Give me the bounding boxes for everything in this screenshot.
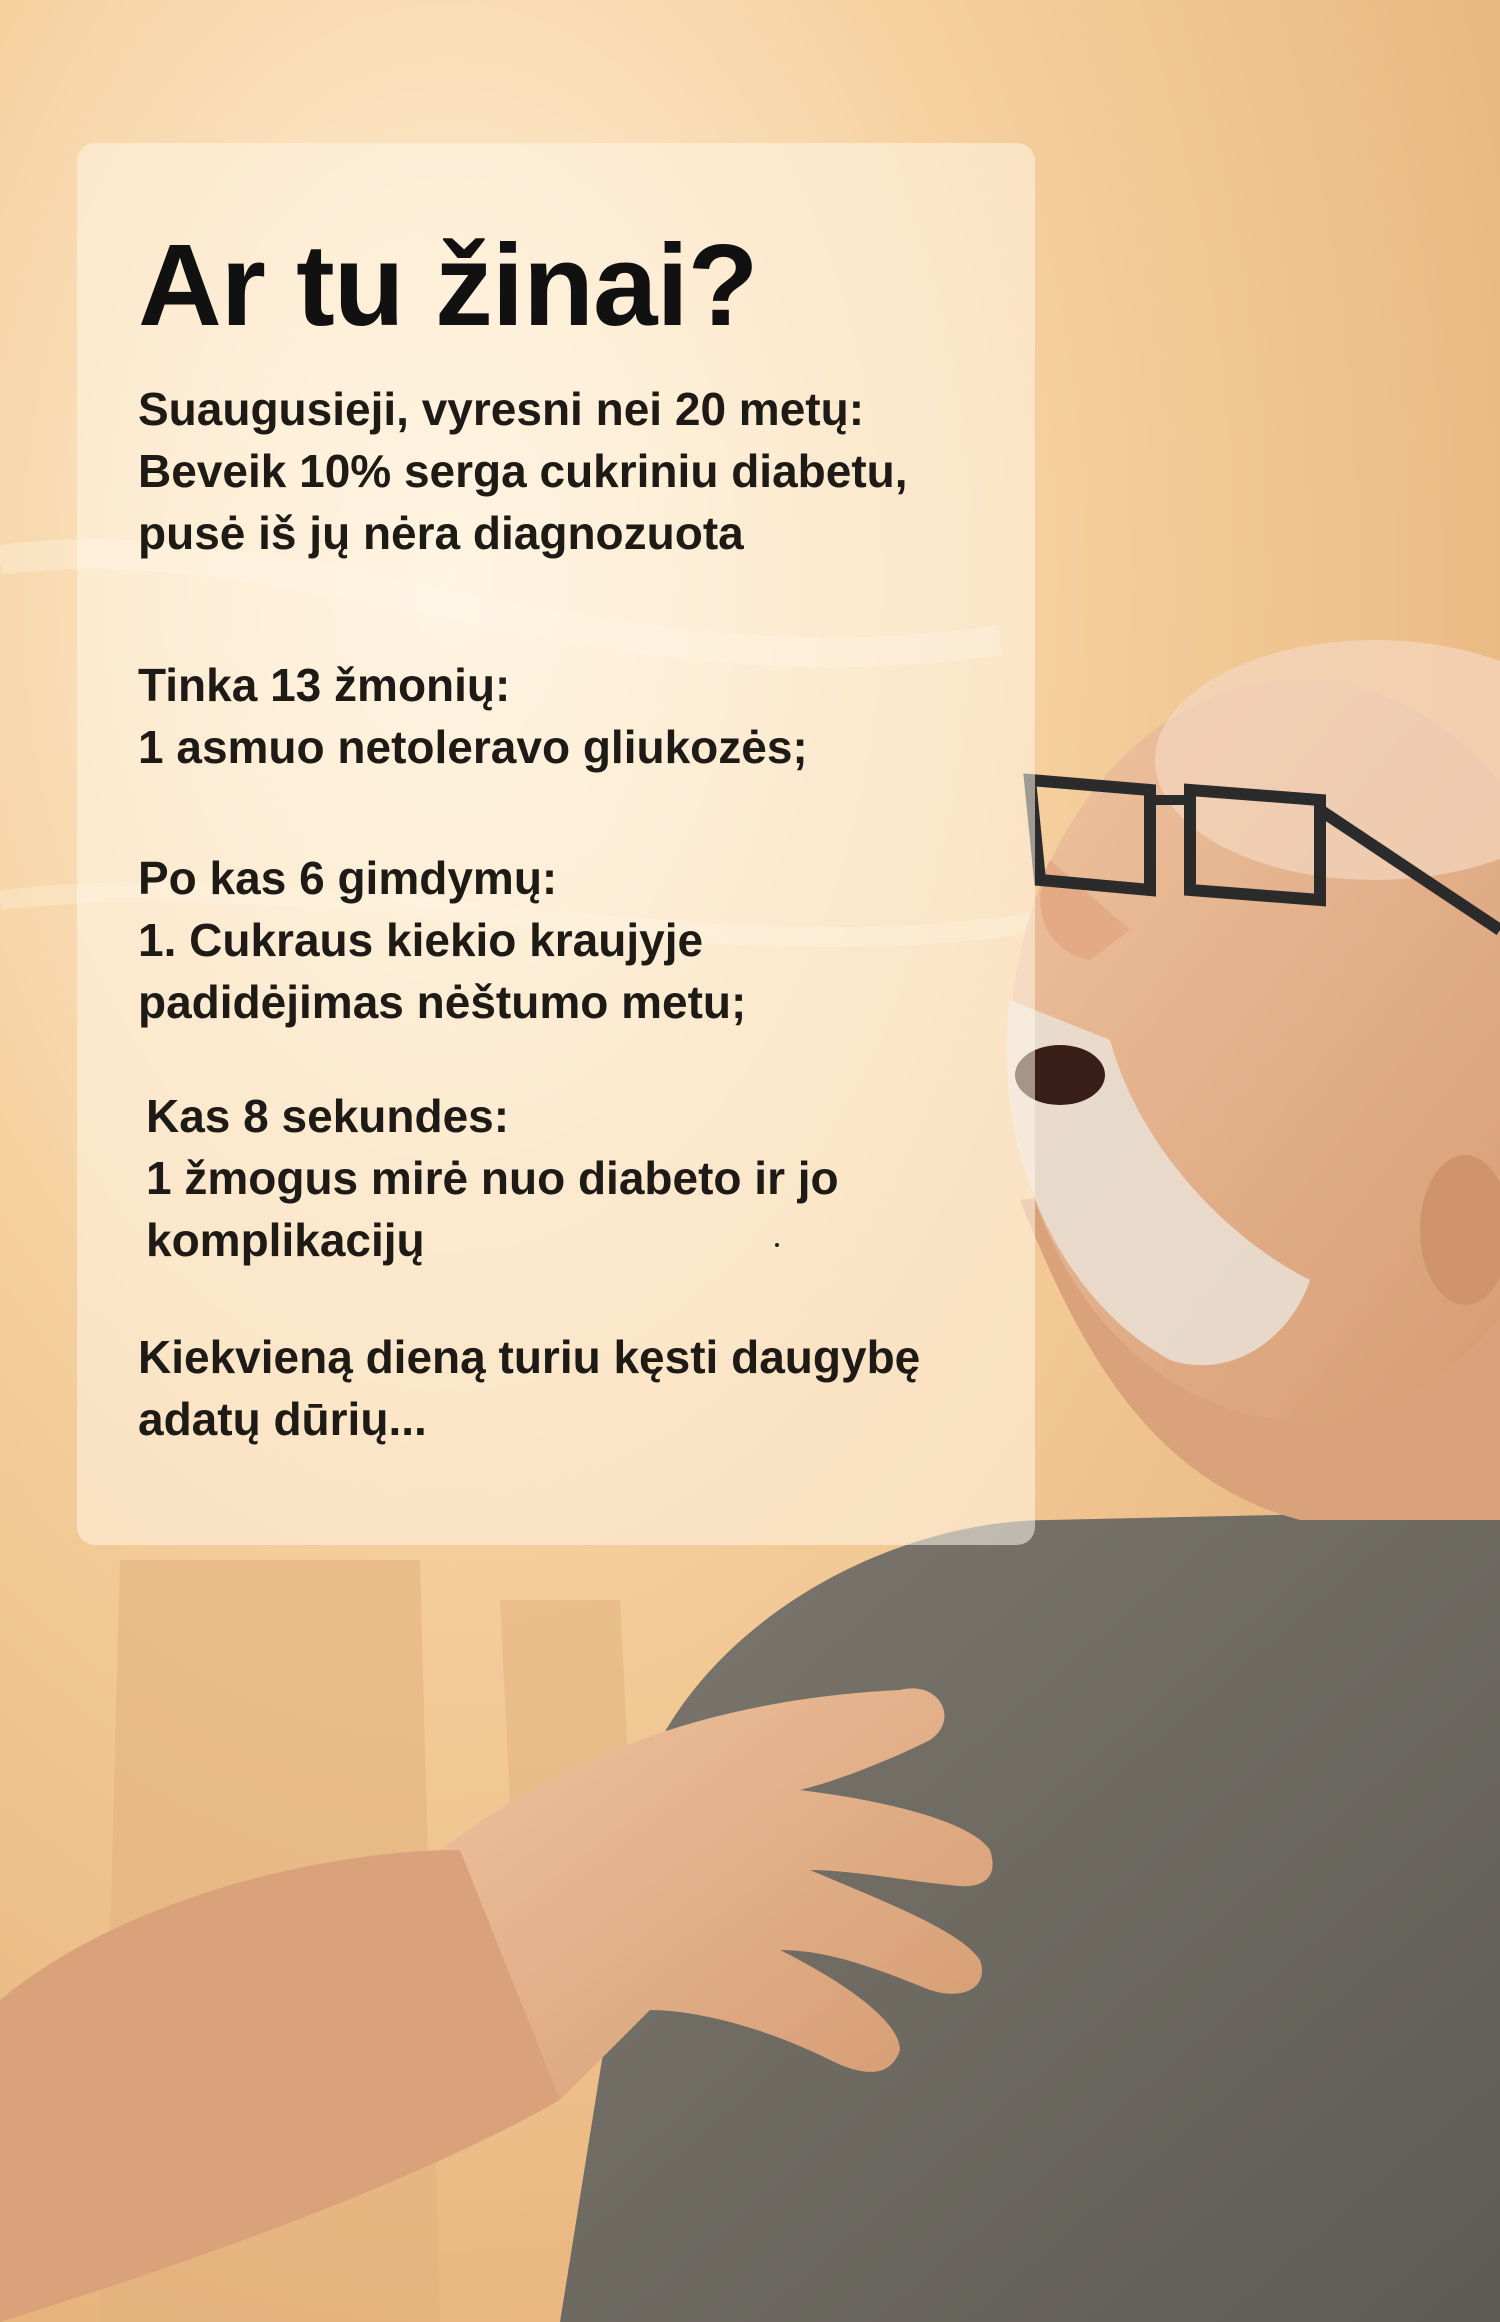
fact-line: Beveik 10% serga cukriniu diabetu,	[138, 445, 908, 497]
heading: Ar tu žinai?	[138, 220, 758, 350]
fact-line: adatų dūrių...	[138, 1393, 427, 1445]
fact-block-glucose	[138, 654, 1018, 778]
fact-line: Tinka 13 žmonių:	[138, 659, 511, 711]
fact-line: 1. Cukraus kiekio kraujyje	[138, 914, 704, 966]
fact-line: Suaugusieji, vyresni nei 20 metų:	[138, 383, 865, 435]
fact-line: padidėjimas nėštumo metu;	[138, 976, 747, 1028]
fact-block-needles	[138, 1326, 1018, 1450]
fact-line: 1 asmuo netoleravo gliukozės;	[138, 721, 808, 773]
fact-line: 1 žmogus mirė nuo diabeto ir jo	[146, 1152, 839, 1204]
fact-block-adults	[138, 378, 1018, 564]
fact-line: komplikacijų	[146, 1214, 425, 1266]
fact-line: Kiekvieną dieną turiu kęsti daugybę	[138, 1331, 921, 1383]
fact-block-pregnancy	[138, 847, 1018, 1033]
fact-line: pusė iš jų nėra diagnozuota	[138, 507, 744, 559]
fact-line: Po kas 6 gimdymų:	[138, 852, 558, 904]
fact-block-deaths	[146, 1085, 1026, 1271]
stray-dot	[775, 1243, 779, 1247]
fact-line: Kas 8 sekundes:	[146, 1090, 510, 1142]
